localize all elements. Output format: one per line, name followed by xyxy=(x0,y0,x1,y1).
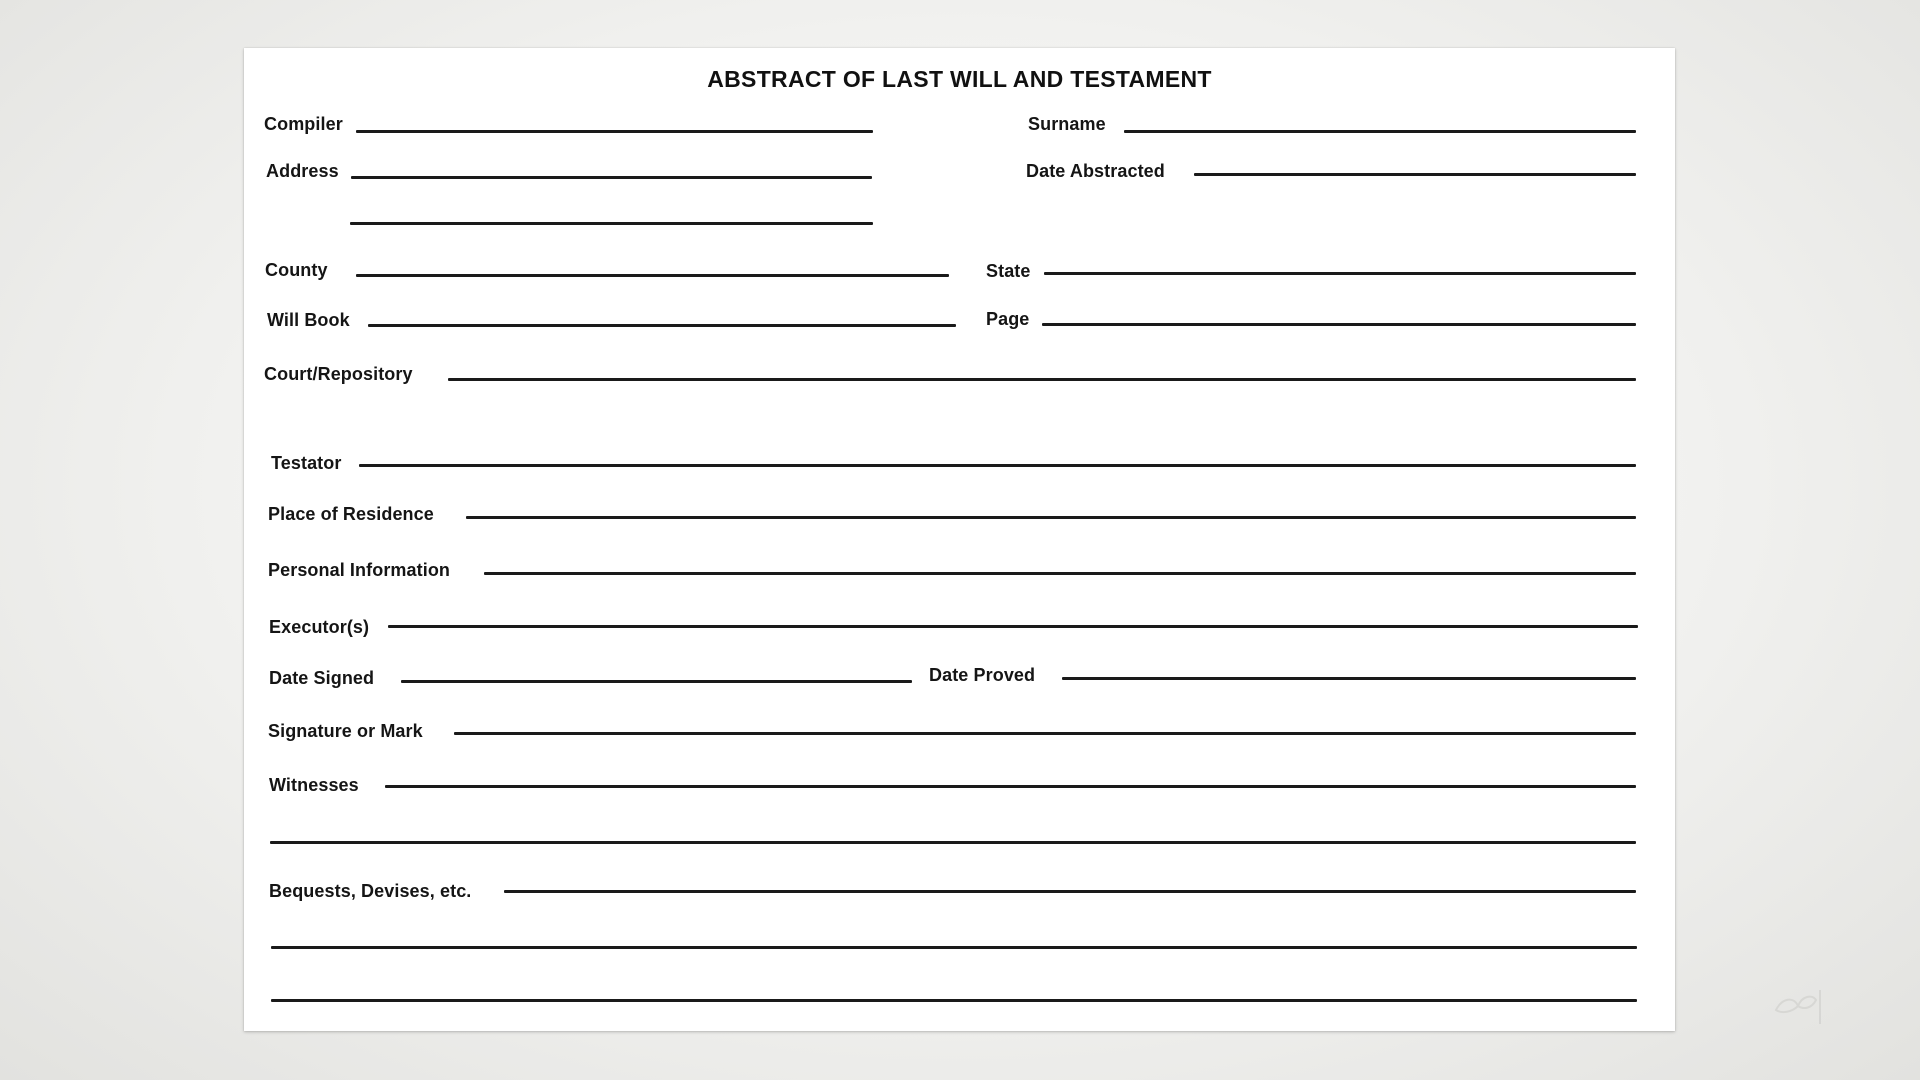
date-signed-line[interactable] xyxy=(401,680,912,683)
testator-line[interactable] xyxy=(359,464,1636,467)
will-abstract-form xyxy=(244,48,1675,1031)
page-line[interactable] xyxy=(1042,323,1636,326)
date-abstracted-line[interactable] xyxy=(1194,173,1636,176)
witnesses-line-2[interactable] xyxy=(270,841,1636,844)
signature-or-mark-line[interactable] xyxy=(454,732,1636,735)
personal-information-label: Personal Information xyxy=(268,560,451,580)
compiler-label: Compiler xyxy=(264,114,343,134)
surname-label: Surname xyxy=(1028,114,1106,134)
surname-line[interactable] xyxy=(1124,130,1636,133)
date-abstracted-label: Date Abstracted xyxy=(1026,161,1165,181)
bequests-line-1[interactable] xyxy=(504,890,1636,893)
court-repository-line[interactable] xyxy=(448,378,1636,381)
state-line[interactable] xyxy=(1044,272,1636,275)
county-label: County xyxy=(265,260,328,280)
bequests-label: Bequests, Devises, etc. xyxy=(269,881,472,901)
witnesses-label: Witnesses xyxy=(269,775,359,795)
county-line[interactable] xyxy=(356,274,949,277)
address-line-2[interactable] xyxy=(350,222,873,225)
page-label: Page xyxy=(986,309,1030,329)
place-of-residence-label: Place of Residence xyxy=(268,504,434,524)
will-book-line[interactable] xyxy=(368,324,956,327)
witnesses-line-1[interactable] xyxy=(385,785,1636,788)
form-title: ABSTRACT OF LAST WILL AND TESTAMENT xyxy=(707,66,1212,92)
address-label: Address xyxy=(266,161,339,181)
bequests-line-2[interactable] xyxy=(271,946,1637,949)
date-proved-line[interactable] xyxy=(1062,677,1636,680)
executors-label: Executor(s) xyxy=(269,617,370,637)
will-book-label: Will Book xyxy=(267,310,350,330)
personal-information-line[interactable] xyxy=(484,572,1636,575)
address-line-1[interactable] xyxy=(351,176,872,179)
state-label: State xyxy=(986,261,1031,281)
date-proved-label: Date Proved xyxy=(929,665,1036,685)
place-of-residence-line[interactable] xyxy=(466,516,1636,519)
bequests-line-3[interactable] xyxy=(271,999,1637,1002)
executors-line[interactable] xyxy=(388,625,1638,628)
court-repository-label: Court/Repository xyxy=(264,364,413,384)
testator-label: Testator xyxy=(271,453,342,473)
signature-or-mark-label: Signature or Mark xyxy=(268,721,423,741)
compiler-line[interactable] xyxy=(356,130,873,133)
date-signed-label: Date Signed xyxy=(269,668,375,688)
leaf-logo-icon xyxy=(1768,986,1824,1026)
